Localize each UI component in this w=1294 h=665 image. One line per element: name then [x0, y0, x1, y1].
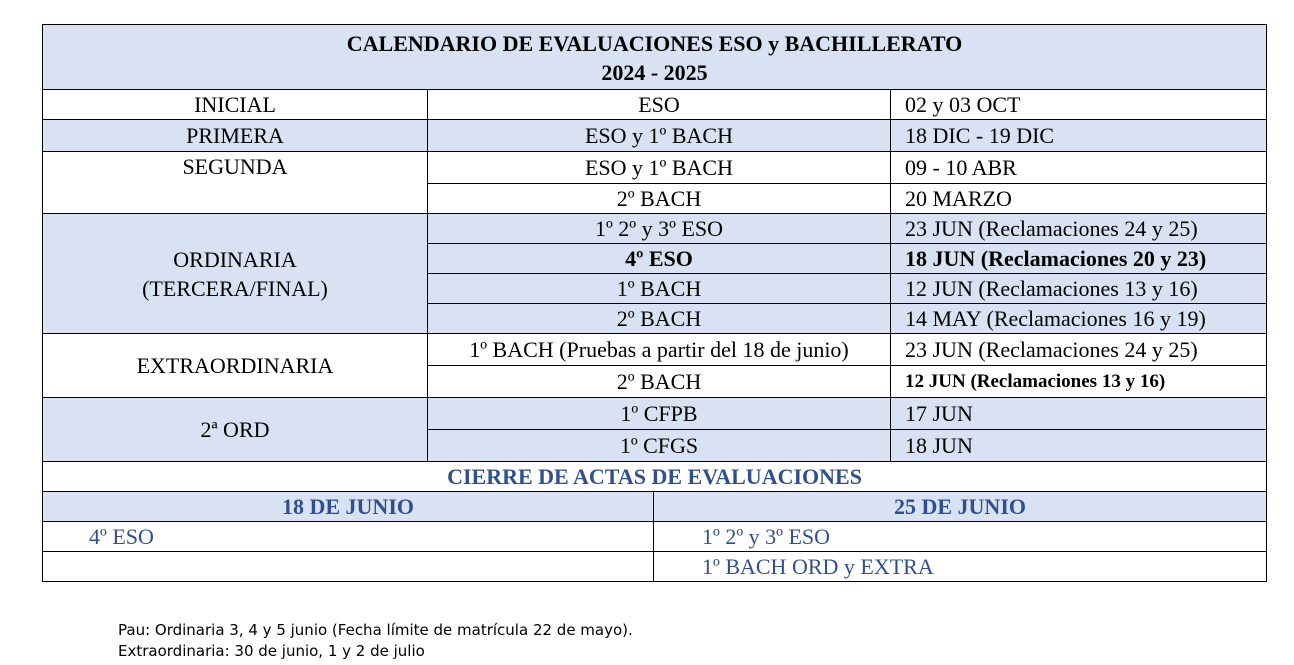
eval-date: 12 JUN (Reclamaciones 13 y 16)	[891, 366, 1267, 398]
eval-date: 23 JUN (Reclamaciones 24 y 25)	[891, 214, 1267, 244]
eval-level: 2º BACH	[428, 304, 891, 334]
eval-level: 2º BACH	[428, 184, 891, 214]
actas-col1-item	[43, 552, 654, 582]
actas-col1-header: 18 DE JUNIO	[43, 492, 654, 522]
eval-level: ESO y 1º BACH	[428, 120, 891, 152]
actas-col1-item: 4º ESO	[43, 522, 654, 552]
eval-date: 02 y 03 OCT	[891, 90, 1267, 120]
actas-col2-item: 1º BACH ORD y EXTRA	[654, 552, 1267, 582]
eval-name: 2ª ORD	[43, 398, 428, 462]
page-title	[43, 25, 1267, 90]
eval-date: 14 MAY (Reclamaciones 16 y 19)	[891, 304, 1267, 334]
title-line2: 2024 - 2025	[601, 60, 708, 85]
eval-level: 1º BACH	[428, 274, 891, 304]
eval-date: 23 JUN (Reclamaciones 24 y 25)	[891, 334, 1267, 366]
actas-header-row	[43, 492, 1267, 522]
row-segunda-ord	[43, 398, 1267, 430]
eval-date: 12 JUN (Reclamaciones 13 y 16)	[891, 274, 1267, 304]
eval-name: PRIMERA	[43, 120, 428, 152]
actas-heading: CIERRE DE ACTAS DE EVALUACIONES	[43, 462, 1267, 492]
eval-level: 1º BACH (Pruebas a partir del 18 de junio)	[428, 334, 891, 366]
row-primera	[43, 120, 1267, 152]
row-segunda	[43, 152, 1267, 184]
eval-level: 1º 2º y 3º ESO	[428, 214, 891, 244]
eval-level: 1º CFPB	[428, 398, 891, 430]
eval-name: EXTRAORDINARIA	[43, 334, 428, 398]
actas-row	[43, 522, 1267, 552]
eval-name	[43, 214, 428, 334]
title-line1: CALENDARIO DE EVALUACIONES ESO y BACHILLERATO	[346, 31, 963, 56]
calendar-table	[42, 24, 1267, 492]
eval-level: 4º ESO	[428, 244, 891, 274]
actas-table	[42, 491, 1267, 582]
eval-date: 09 - 10 ABR	[891, 152, 1267, 184]
actas-heading-row	[43, 462, 1267, 492]
eval-date: 17 JUN	[891, 398, 1267, 430]
eval-date: 20 MARZO	[891, 184, 1267, 214]
actas-col2-header: 25 DE JUNIO	[654, 492, 1267, 522]
eval-level: ESO y 1º BACH	[428, 152, 891, 184]
row-inicial	[43, 90, 1267, 120]
eval-name: SEGUNDA	[43, 152, 428, 214]
extraordinaria-note: Extraordinaria: 30 de junio, 1 y 2 de julio	[118, 642, 425, 660]
eval-date: 18 JUN (Reclamaciones 20 y 23)	[891, 244, 1267, 274]
row-ordinaria	[43, 214, 1267, 244]
eval-date: 18 DIC - 19 DIC	[891, 120, 1267, 152]
evaluation-calendar	[42, 24, 1266, 582]
eval-name-line1: ORDINARIA	[173, 246, 297, 272]
eval-level: 2º BACH	[428, 366, 891, 398]
actas-row	[43, 552, 1267, 582]
eval-level: 1º CFGS	[428, 430, 891, 462]
row-extraordinaria	[43, 334, 1267, 366]
footnotes	[118, 620, 633, 662]
eval-level: ESO	[428, 90, 891, 120]
eval-date: 18 JUN	[891, 430, 1267, 462]
pau-note: Pau: Ordinaria 3, 4 y 5 junio (Fecha límite de matrícula 22 de mayo).	[118, 621, 633, 639]
eval-name-line2: (TERCERA/FINAL)	[142, 275, 328, 301]
eval-name: INICIAL	[43, 90, 428, 120]
actas-col2-item: 1º 2º y 3º ESO	[654, 522, 1267, 552]
